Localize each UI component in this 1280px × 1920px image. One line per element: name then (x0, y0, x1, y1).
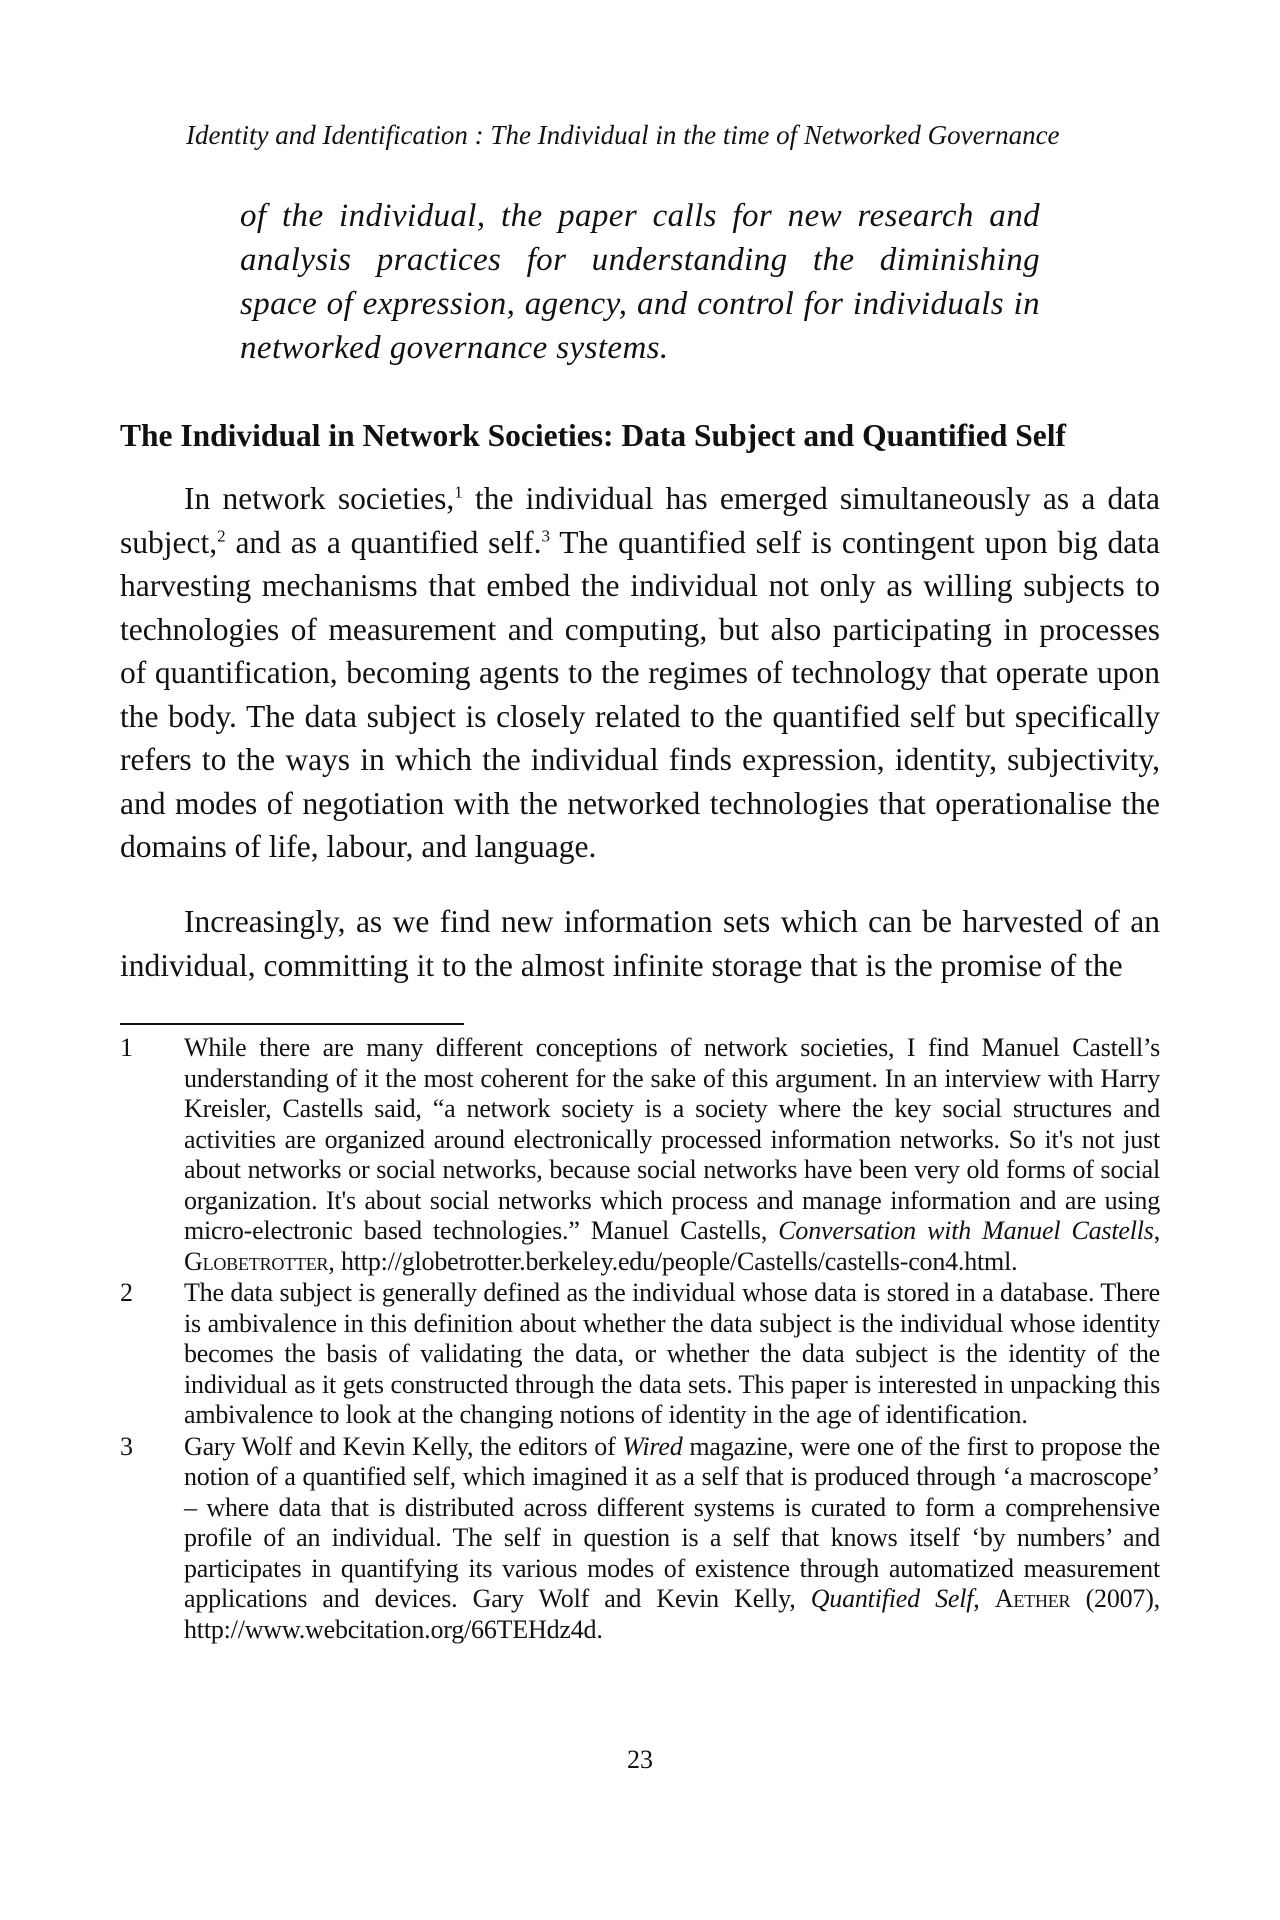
footnote-ref-3[interactable]: 3 (541, 526, 551, 545)
footnotes (120, 1033, 1160, 1646)
footnote-3 (120, 1432, 1160, 1646)
para1-text-d: The quantified self is contingent upon big data harvesting mechanisms that embed the individual not only as willing subjects to technologies of measurement and computing, but also participating in processes of quantification, becoming agents to the regimes of technology that operate upon the body. The data subject is closely related to the quantified self but specifically refers to the ways in which the individual finds expression, identity, subjectivity, and modes of negotiation with the networked technologies that operationalise the domains of life, labour, and language. (120, 524, 1160, 864)
footnote-2 (120, 1278, 1160, 1431)
footnote-1 (120, 1033, 1160, 1277)
fn1-text-c: , http://globetrotter.berkeley.edu/people/Castells/castells-con4.html. (328, 1246, 1018, 1276)
fn3-magazine: Wired (622, 1431, 683, 1461)
footnote-text (184, 1432, 1160, 1646)
fn3-text-a: Gary Wolf and Kevin Kelly, the editors of (184, 1431, 623, 1461)
footnote-number: 3 (120, 1431, 133, 1461)
footnote-ref-1[interactable]: 1 (454, 482, 463, 502)
fn3-text-d: (2007), http://www.webcitation.org/66TEHdz4d. (184, 1584, 1160, 1644)
footnote-text: The data subject is generally defined as the individual whose data is stored in a database. There is ambivalence in this definition about whether the data subject is the individual whose identity becomes the basis of validating the data, or whether the data subject is the identity of the individual as it gets constructed through the data sets. This paper is interested in unpacking this ambivalence to look at the changing notions of identity in the age of identification. (184, 1278, 1160, 1429)
para1-text-c: and as a quantified self. (225, 524, 542, 560)
page-number: 23 (627, 1745, 653, 1774)
fn3-text-c: , (973, 1584, 995, 1613)
footnote-ref-2[interactable]: 2 (217, 526, 226, 545)
para1-text-a: In network societies, (184, 481, 455, 516)
fn1-title: Conversation with Manuel Castells (778, 1216, 1154, 1245)
abstract-continuation: of the individual, the paper calls for new research and analysis practices for understanding the diminishing space of expression, agency, and control for individuals in networked governance systems. (240, 198, 1040, 366)
running-header: Identity and Identification : The Individual in the time of Networked Governance (186, 120, 1060, 150)
footnote-number: 1 (120, 1033, 133, 1062)
section-heading: The Individual in Network Societies: Data Subject and Quantified Self (120, 418, 1066, 453)
fn1-text-b: , (1153, 1216, 1160, 1245)
fn3-title: Quantified Self (810, 1584, 974, 1613)
body-paragraph-2: Increasingly, as we find new information sets which can be harvested of an individual, committing it to the almost infinite storage that is the promise of the (120, 904, 1160, 983)
para1-text-b: the individual has emerged simultaneously as a data subject, (120, 481, 1160, 560)
footnote-separator (120, 1023, 464, 1025)
fn3-text-b: magazine, were one of the first to propose the notion of a quantified self, which imagined it as a self that is produced through ‘a macroscope’ – where data that is distributed across different systems is curated to form a comprehensive profile of an individual. The self in question is a self that knows itself ‘by numbers’ and participates in quantifying its various modes of existence through automatized measurement applications and devices. Gary Wolf and Kevin Kelly, (184, 1431, 1160, 1613)
fn3-source: Aether (994, 1584, 1071, 1613)
fn1-text-a: While there are many different conceptions of network societies, I find Manuel Castell’s understanding of it the most coherent for the sake of this argument. In an interview with Harry Kreisler, Castells said, “a network society is a society where the key social structures and activities are organized around electronically processed information networks. So it's not just about networks or social networks, because social networks have been very old forms of social organization. It's about social networks which process and manage information and are using micro-electronic based technologies.” Manuel Castells, (184, 1033, 1160, 1245)
footnote-text (184, 1033, 1160, 1277)
footnote-number: 2 (120, 1278, 133, 1307)
body-paragraph-1 (120, 477, 1160, 869)
fn1-source: Globetrotter (184, 1246, 329, 1276)
